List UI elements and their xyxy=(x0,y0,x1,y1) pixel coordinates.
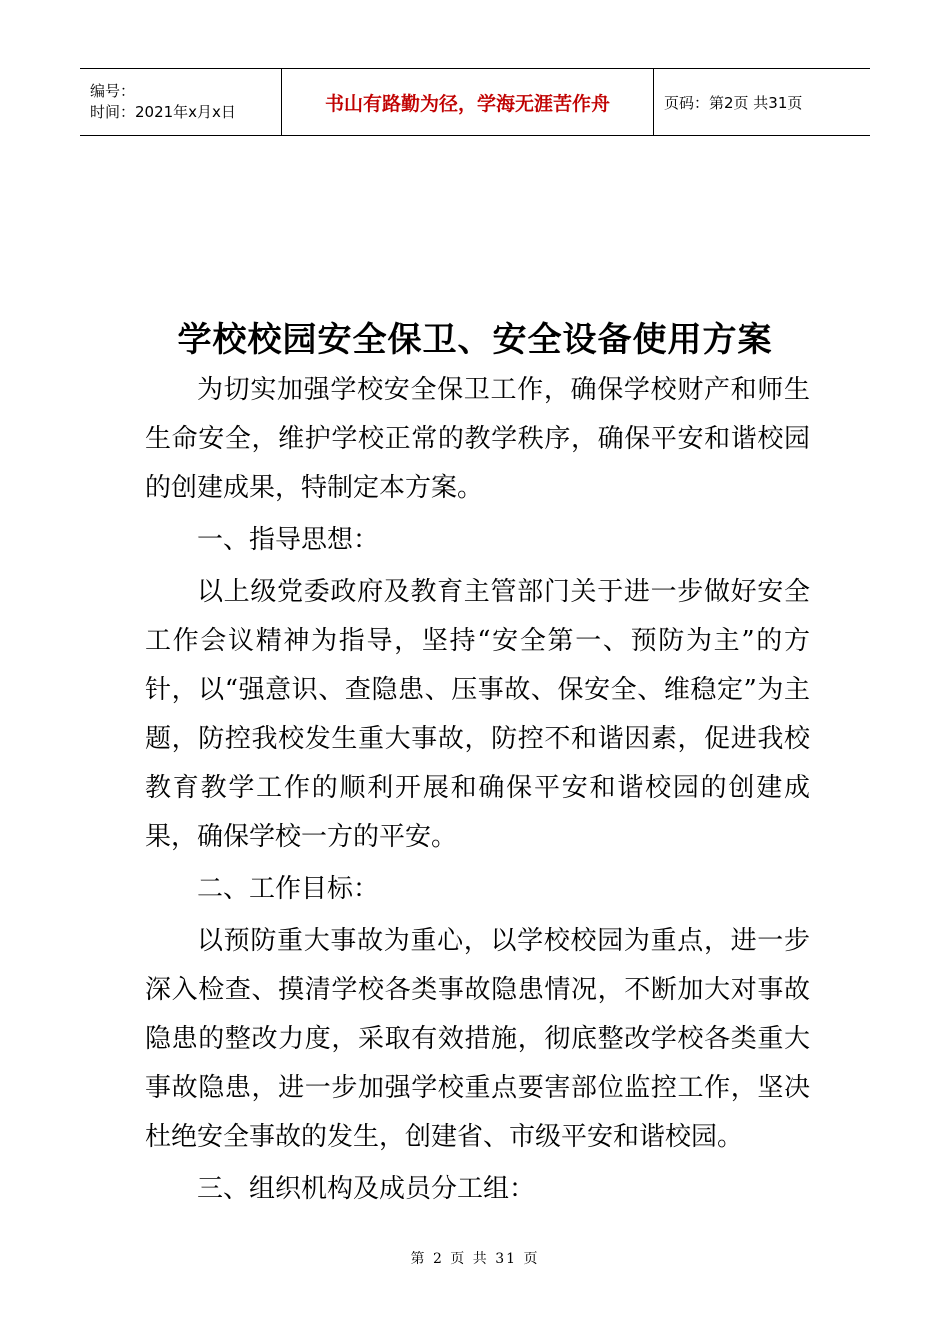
section1-heading: 一、指导思想： xyxy=(197,525,380,555)
section2-heading: 二、工作目标： xyxy=(197,874,380,904)
doc-number-label: 编号： xyxy=(90,82,136,100)
document-body xyxy=(145,366,810,1214)
section2-paragraph: 以预防重大事故为重心，以学校校园为重点，进一步深入检查、摸清学校各类事故隐患情况，不断加大对事故隐患的整改力度，采取有效措施，彻底整改学校各类重大事故隐患，进一步加强学校重点要害部位监控工作，坚决杜绝安全事故的发生，创建省、市级平安和谐校园。 xyxy=(145,926,810,1152)
motto-text: 书山有路勤为径，学海无涯苦作舟 xyxy=(324,92,610,115)
header-meta xyxy=(80,69,282,135)
header-motto xyxy=(282,69,654,135)
header-page-info xyxy=(654,69,870,135)
section3-heading: 三、组织机构及成员分工组： xyxy=(197,1174,536,1204)
page-footer xyxy=(0,1248,950,1268)
intro-paragraph: 为切实加强学校安全保卫工作，确保学校财产和师生生命安全，维护学校正常的教学秩序，确保平安和谐校园的创建成果，特制定本方案。 xyxy=(145,375,810,503)
document-title: 学校校园安全保卫、安全设备使用方案 xyxy=(177,320,773,360)
section1-paragraph: 以上级党委政府及教育主管部门关于进一步做好安全工作会议精神为指导，坚持“安全第一、预防为主”的方针，以“强意识、查隐患、压事故、保安全、维稳定”为主题，防控我校发生重大事故，防控不和谐因素，促进我校教育教学工作的顺利开展和确保平安和谐校园的创建成果，确保学校一方的平安。 xyxy=(145,577,810,852)
document-header xyxy=(80,68,870,136)
page-info-text: 页码：第2页 共31页 xyxy=(664,93,803,112)
footer-page-number: 第 2 页 共 31 页 xyxy=(410,1251,540,1267)
doc-date-label: 时间：2021年x月x日 xyxy=(90,103,236,121)
